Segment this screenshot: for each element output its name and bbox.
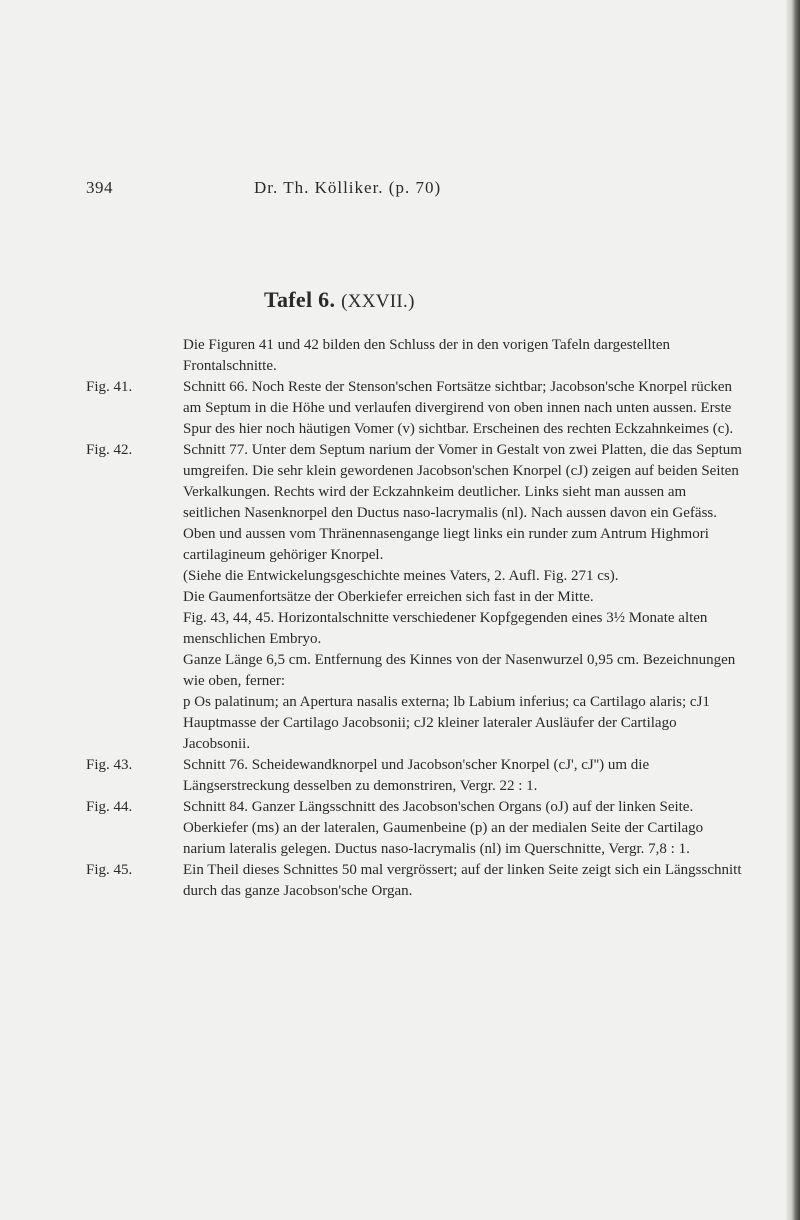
figure-entry-41 [86,377,746,440]
caption-continuation: Oben und aussen vom Thränennasengange liegt links ein runder zum Antrum Highmori cartilagineum gehöriger Knorpel. [183,526,709,563]
page-edge-shadow [786,0,800,1220]
document-body [86,335,746,902]
page-number: 394 [86,178,113,197]
caption-reference: (Siehe die Entwickelungsgeschichte meines Vaters, 2. Aufl. Fig. 271 cs). [183,568,619,584]
figure-caption: Ein Theil dieses Schnittes 50 mal vergrössert; auf der linken Seite zeigt sich ein Längsschnitt durch das ganze Jacobson'sche Organ. [183,862,742,899]
figure-label: Fig. 44. [86,799,133,815]
figure-caption: Schnitt 76. Scheidewandknorpel und Jacobson'scher Knorpel (cJ', cJ'') um die Längserstreckung desselben zu demonstriren, Vergr. 22 : 1. [183,757,650,794]
figure-caption: Schnitt 66. Noch Reste der Stenson'schen Fortsätze sichtbar; Jacobson'sche Knorpel rücken am Septum in die Höhe und verlaufen divergirend von oben innen nach unten aussen. Erste Spur des hier noch häutigen Vomer (v) sichtbar. Erscheinen des rechten Eckzahnkeimes (c). [183,379,734,437]
intro-paragraph [86,335,746,377]
section-heading-figs-43-45: Fig. 43, 44, 45. Horizontalschnitte verschiedener Kopfgegenden eines 3½ Monate alten menschlichen Embryo. [183,610,708,647]
embryo-measurements: Ganze Länge 6,5 cm. Entfernung des Kinnes von der Nasenwurzel 0,95 cm. Bezeichnungen wie oben, ferner: [183,652,736,689]
plate-title [264,287,415,313]
figure-label: Fig. 45. [86,862,133,878]
figure-entry-45 [86,860,746,902]
figure-label: Fig. 41. [86,379,133,395]
figure-entry-44 [86,797,746,860]
figure-label: Fig. 42. [86,442,133,458]
running-head-author: Dr. Th. Kölliker. (p. 70) [254,178,442,197]
figure-caption: Schnitt 84. Ganzer Längsschnitt des Jacobson'schen Organs (oJ) auf der linken Seite. Oberkiefer (ms) an der lateralen, Gaumenbeine (p) an der medialen Seite der Cartilago narium lateralis gelegen. Ductus naso-lacrymalis (nl) im Querschnitte, Vergr. 7,8 : 1. [183,799,704,857]
caption-continuation: Die Gaumenfortsätze der Oberkiefer erreichen sich fast in der Mitte. [183,589,594,605]
plate-title-roman: (XXVII.) [341,291,415,312]
figure-caption: Schnitt 77. Unter dem Septum narium der Vomer in Gestalt von zwei Platten, die das Septum umgreifen. Die sehr klein gewordenen Jacobson'schen Knorpel (cJ) zeigen auf beiden Seiten Verkalkungen. Rechts wird der Eckzahnkeim deutlicher. Links sieht man aussen am seitlichen Nasenknorpel den Ductus naso-lacrymalis (nl). Nach aussen davon ein Gefäss. [183,442,742,521]
abbreviation-legend: p Os palatinum; an Apertura nasalis externa; lb Labium inferius; ca Cartilago alaris; cJ1 Hauptmasse der Cartilago Jacobsonii; cJ2 kleiner lateraler Ausläufer der Cartilago Jacobsonii. [183,694,710,752]
plate-title-main: Tafel 6. [264,287,336,312]
figure-entry-42 [86,440,746,755]
intro-text: Die Figuren 41 und 42 bilden den Schluss der in den vorigen Tafeln dargestellten Frontalschnitte. [183,337,671,374]
figure-label: Fig. 43. [86,757,133,773]
figure-entry-43 [86,755,746,797]
